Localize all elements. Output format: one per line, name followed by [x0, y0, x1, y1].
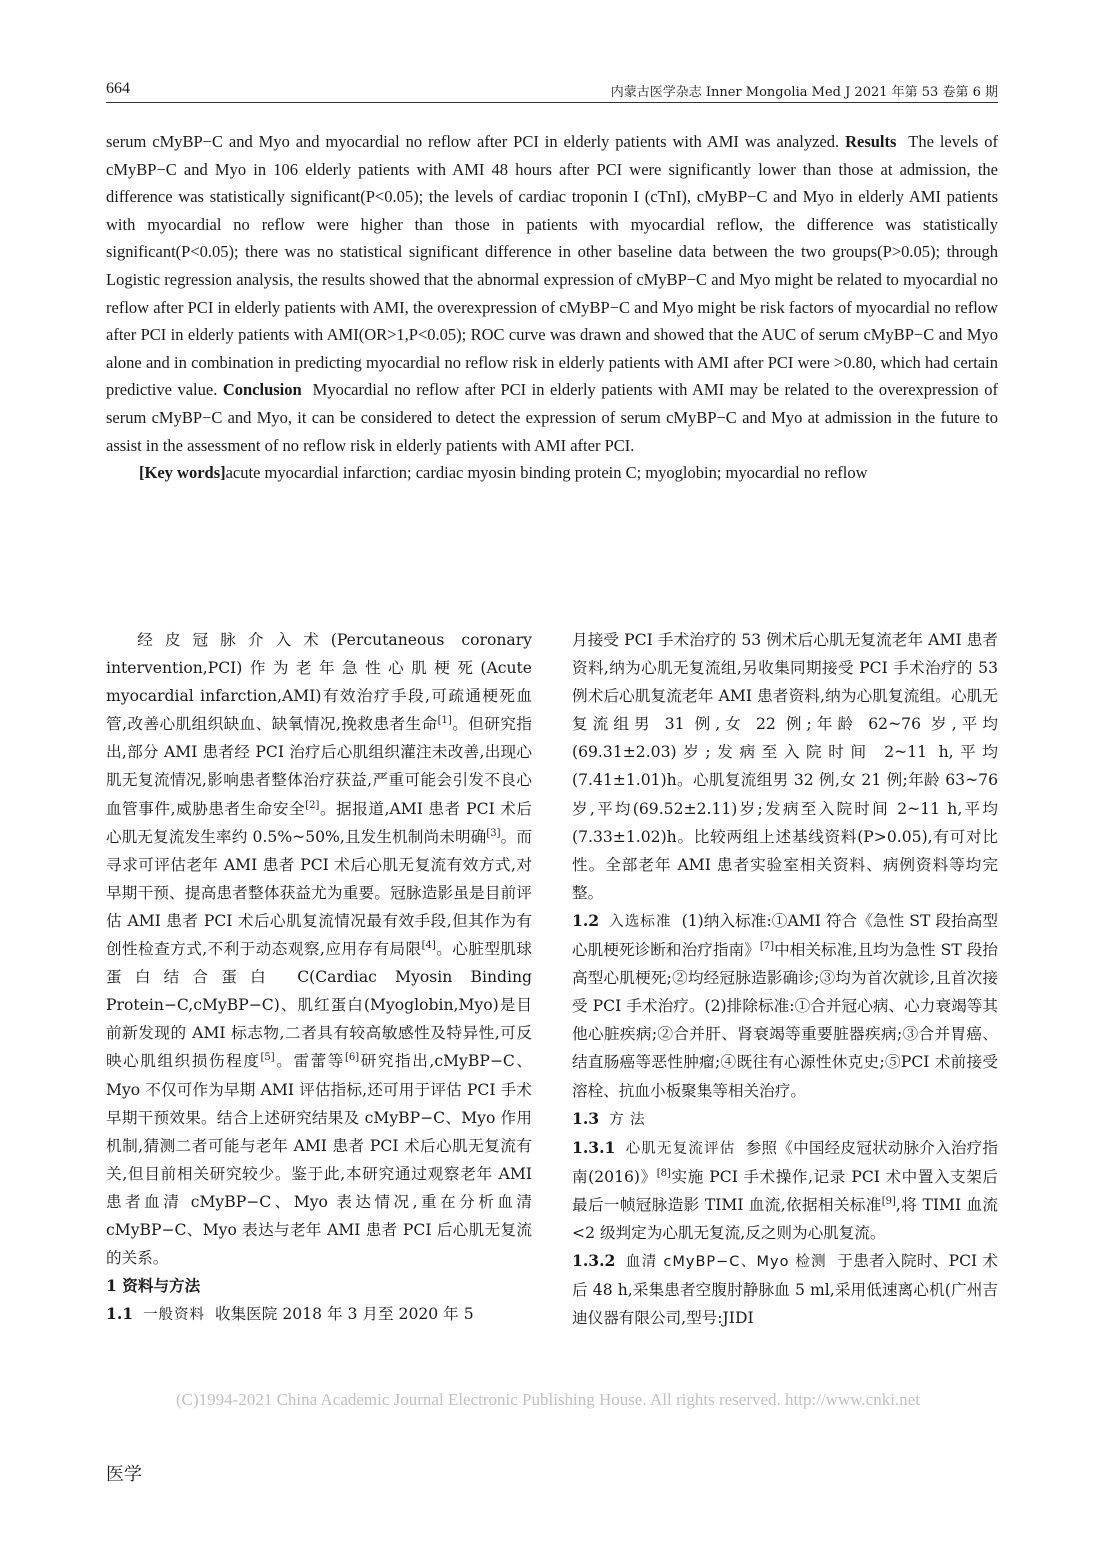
subsection-title: 血清 cMyBP−C、Myo 检测: [625, 1254, 827, 1271]
subsection-number: 1.1: [106, 1304, 134, 1324]
subsection-text: 实施 PCI 手术操作,记录 PCI 术中置入支架后最后一帧冠脉造影 TIMI 血流,依据相关标准: [572, 1167, 999, 1214]
journal-title: 内蒙古医学杂志 Inner Mongolia Med J 2021 年第 53 卷第 6 期: [610, 85, 998, 100]
subsection-1-3: [572, 1105, 998, 1134]
subsection-title: 一般资料: [143, 1307, 206, 1324]
subsection-1-1-continued: 月接受 PCI 手术治疗的 53 例术后心肌无复流老年 AMI 患者资料,纳为心肌无复流组,另收集同期接受 PCI 手术治疗的 53 例术后心肌复流老年 AMI 患者资料,纳为心肌复流组。心肌无复流组男 31 例,女 22 例;年龄 62~76 岁,平均(69.31±2.03)岁;发病至入院时间 2~11 h,平均(7.41±1.01)h。心肌复流组男 32 例,女 21 例;年龄 63~76 岁,平均(69.52±2.11)岁;发病至入院时间 2~11 h,平均(7.33±1.02)h。比较两组上述基线资料(P>0.05),有可对比性。全部老年 AMI 患者实验室相关资料、病例资料等均完整。: [572, 631, 998, 902]
left-column: [106, 626, 532, 1329]
results-label: Results: [845, 132, 897, 151]
introduction-paragraph: [106, 626, 532, 1272]
subsection-text: 中相关标准,且均为急性 ST 段抬高型心肌梗死;②均经冠脉造影确诊;③均为首次就诊,且首次接受 PCI 手术治疗。(2)排除标准:①合并冠心病、心力衰竭等其他心脏疾病;②合并肝、肾衰竭等重要脏器疾病;③合并胃癌、结直肠癌等恶性肿瘤;④既往有心源性休克史;⑤PCI 术前接受溶栓、抗血小板聚集等相关治疗。: [572, 941, 998, 1100]
intro-text: 。而寻求可评估老年 AMI 患者 PCI 术后心肌无复流有效方式,对早期干预、提高患者整体获益尤为重要。冠脉造影虽是目前评估 AMI 患者 PCI 术后心肌复流情况最有效手段,但其作为有创性检查方式,不利于动态观察,应用存有局限: [106, 827, 532, 959]
subsection-text: (1)纳入标准:①AMI 符合《急性 ST 段抬高型心肌梗死诊断和治疗指南》: [572, 911, 999, 960]
subsection-title: 方 法: [609, 1111, 646, 1128]
intro-text: 。雷蕾等: [274, 1052, 345, 1071]
intro-text: 。心脏型肌球蛋白结合蛋白 C(Cardiac Myosin Binding Protein−C,cMyBP−C)、肌红蛋白(Myoglobin,Myo)是目前新发现的 AMI 标志物,二者具有较高敏感性及特异性,可反映心肌组织损伤程度: [106, 940, 532, 1071]
citation-2[interactable]: [2]: [305, 799, 320, 811]
citation-3[interactable]: [3]: [486, 827, 501, 839]
subsection-number: 1.3.2: [572, 1251, 616, 1271]
section-heading-1: 1 资料与方法: [106, 1276, 201, 1296]
subsection-text: 参照《中国经皮冠状动脉介入治疗指南(2016)》: [572, 1138, 998, 1186]
citation-5[interactable]: [5]: [260, 1052, 275, 1064]
citation-4[interactable]: [4]: [421, 939, 436, 951]
subsection-text: 收集医院 2018 年 3 月至 2020 年 5: [214, 1305, 474, 1324]
subsection-1-3-1: [572, 1134, 998, 1247]
keywords-text: acute myocardial infarction; cardiac myosin binding protein C; myoglobin; myocardial no reflow: [225, 463, 868, 483]
subsection-1-1: [106, 1300, 532, 1329]
intro-text: 研究指出,cMyBP−C、Myo 不仅可作为早期 AMI 评估指标,还可用于评估 PCI 手术早期干预效果。结合上述研究结果及 cMyBP−C、Myo 作用机制,猜测二者可能与老年 AMI 患者 PCI 术后心肌无复流有关,但目前相关研究较少。鉴于此,本研究通过观察老年 AMI 患者血清 cMyBP−C、Myo 表达情况,重在分析血清 cMyBP−C、Myo 表达与老年 AMI 患者 PCI 后心肌无复流的关系。: [106, 1052, 532, 1268]
keywords: [106, 459, 998, 487]
citation-7[interactable]: [7]: [759, 940, 775, 952]
intro-text: 经皮冠脉介入术(Percutaneous coronary intervention,PCI)作为老年急性心肌梗死(Acute myocardial infarction,AMI)有效治疗手段,可疏通梗死血管,改善心肌组织缺血、缺氧情况,挽救患者生命: [106, 631, 532, 734]
intro-text: 。但研究指出,部分 AMI 患者经 PCI 治疗后心肌组织灌注未改善,出现心肌无复流情况,影响患者整体治疗获益,严重可能会引发不良心血管事件,威胁患者生命安全: [106, 715, 532, 818]
footer-label: 医学: [106, 1464, 142, 1485]
subsection-title: 入选标准: [609, 913, 672, 930]
subsection-text: 于患者入院时、PCI 术后 48 h,采集患者空腹肘静脉血 5 ml,采用低速离心机(广州吉迪仪器有限公司,型号:JIDI: [572, 1252, 998, 1328]
english-abstract: [106, 128, 998, 487]
intro-text: 。据报道,AMI 患者 PCI 术后心肌无复流发生率约 0.5%~50%,且发生机制尚未明确: [106, 799, 532, 846]
subsection-number: 1.2: [572, 910, 600, 930]
subsection-number: 1.3: [572, 1108, 600, 1128]
keywords-label: [Key words]: [139, 463, 226, 483]
conclusion-text: Myocardial no reflow after PCI in elderly patients with AMI may be related to the overexpression of serum cMyBP−C and Myo, it can be considered to detect the expression of serum cMyBP−C and Myo at admission in the future to assist in the assessment of no reflow risk in elderly patients with AMI after PCI.: [106, 380, 999, 455]
running-header: [106, 80, 998, 103]
results-text: The levels of cMyBP−C and Myo in 106 elderly patients with AMI 48 hours after PCI were significantly lower than those at admission, the difference was statistically significant(P<0.05); the levels of cardiac troponin I (cTnI), cMyBP−C and Myo in elderly AMI patients with myocardial no reflow were higher than those in patients with myocardial reflow, the difference was statistically significant(P<0.05); there was no statistical significant difference in other baseline data between the two groups(P>0.05); through Logistic regression analysis, the results showed that the abnormal expression of cMyBP−C and Myo might be related to myocardial no reflow after PCI in elderly patients with AMI, the overexpression of cMyBP−C and Myo might be risk factors of myocardial no reflow after PCI in elderly patients with AMI(OR>1,P<0.05); ROC curve was drawn and showed that the AUC of serum cMyBP−C and Myo alone and in combination in predicting myocardial no reflow risk in elderly patients with AMI after PCI were >0.80, which had certain predictive value.: [106, 132, 998, 400]
subsection-title: 心肌无复流评估: [625, 1140, 736, 1157]
copyright-watermark: (C)1994-2021 China Academic Journal Electronic Publishing House. All rights reserved. http://www.cnki.net: [176, 1390, 920, 1409]
conclusion-label: Conclusion: [222, 380, 302, 400]
abstract-text: serum cMyBP−C and Myo and myocardial no reflow after PCI in elderly patients with AMI was analyzed.: [106, 132, 840, 151]
citation-9[interactable]: [9]: [881, 1195, 896, 1207]
right-column: [572, 626, 998, 1332]
abstract-methods-tail: [106, 128, 998, 459]
citation-6[interactable]: [6]: [344, 1052, 360, 1064]
citation-8[interactable]: [8]: [656, 1167, 671, 1179]
page-number: 664: [106, 80, 130, 97]
subsection-number: 1.3.1: [572, 1137, 616, 1157]
subsection-1-2: [572, 907, 998, 1105]
citation-1[interactable]: [1]: [437, 715, 452, 727]
subsection-text: ,将 TIMI 血流<2 级判定为心肌无复流,反之则为心肌复流。: [572, 1195, 999, 1242]
subsection-1-3-2: [572, 1247, 998, 1332]
